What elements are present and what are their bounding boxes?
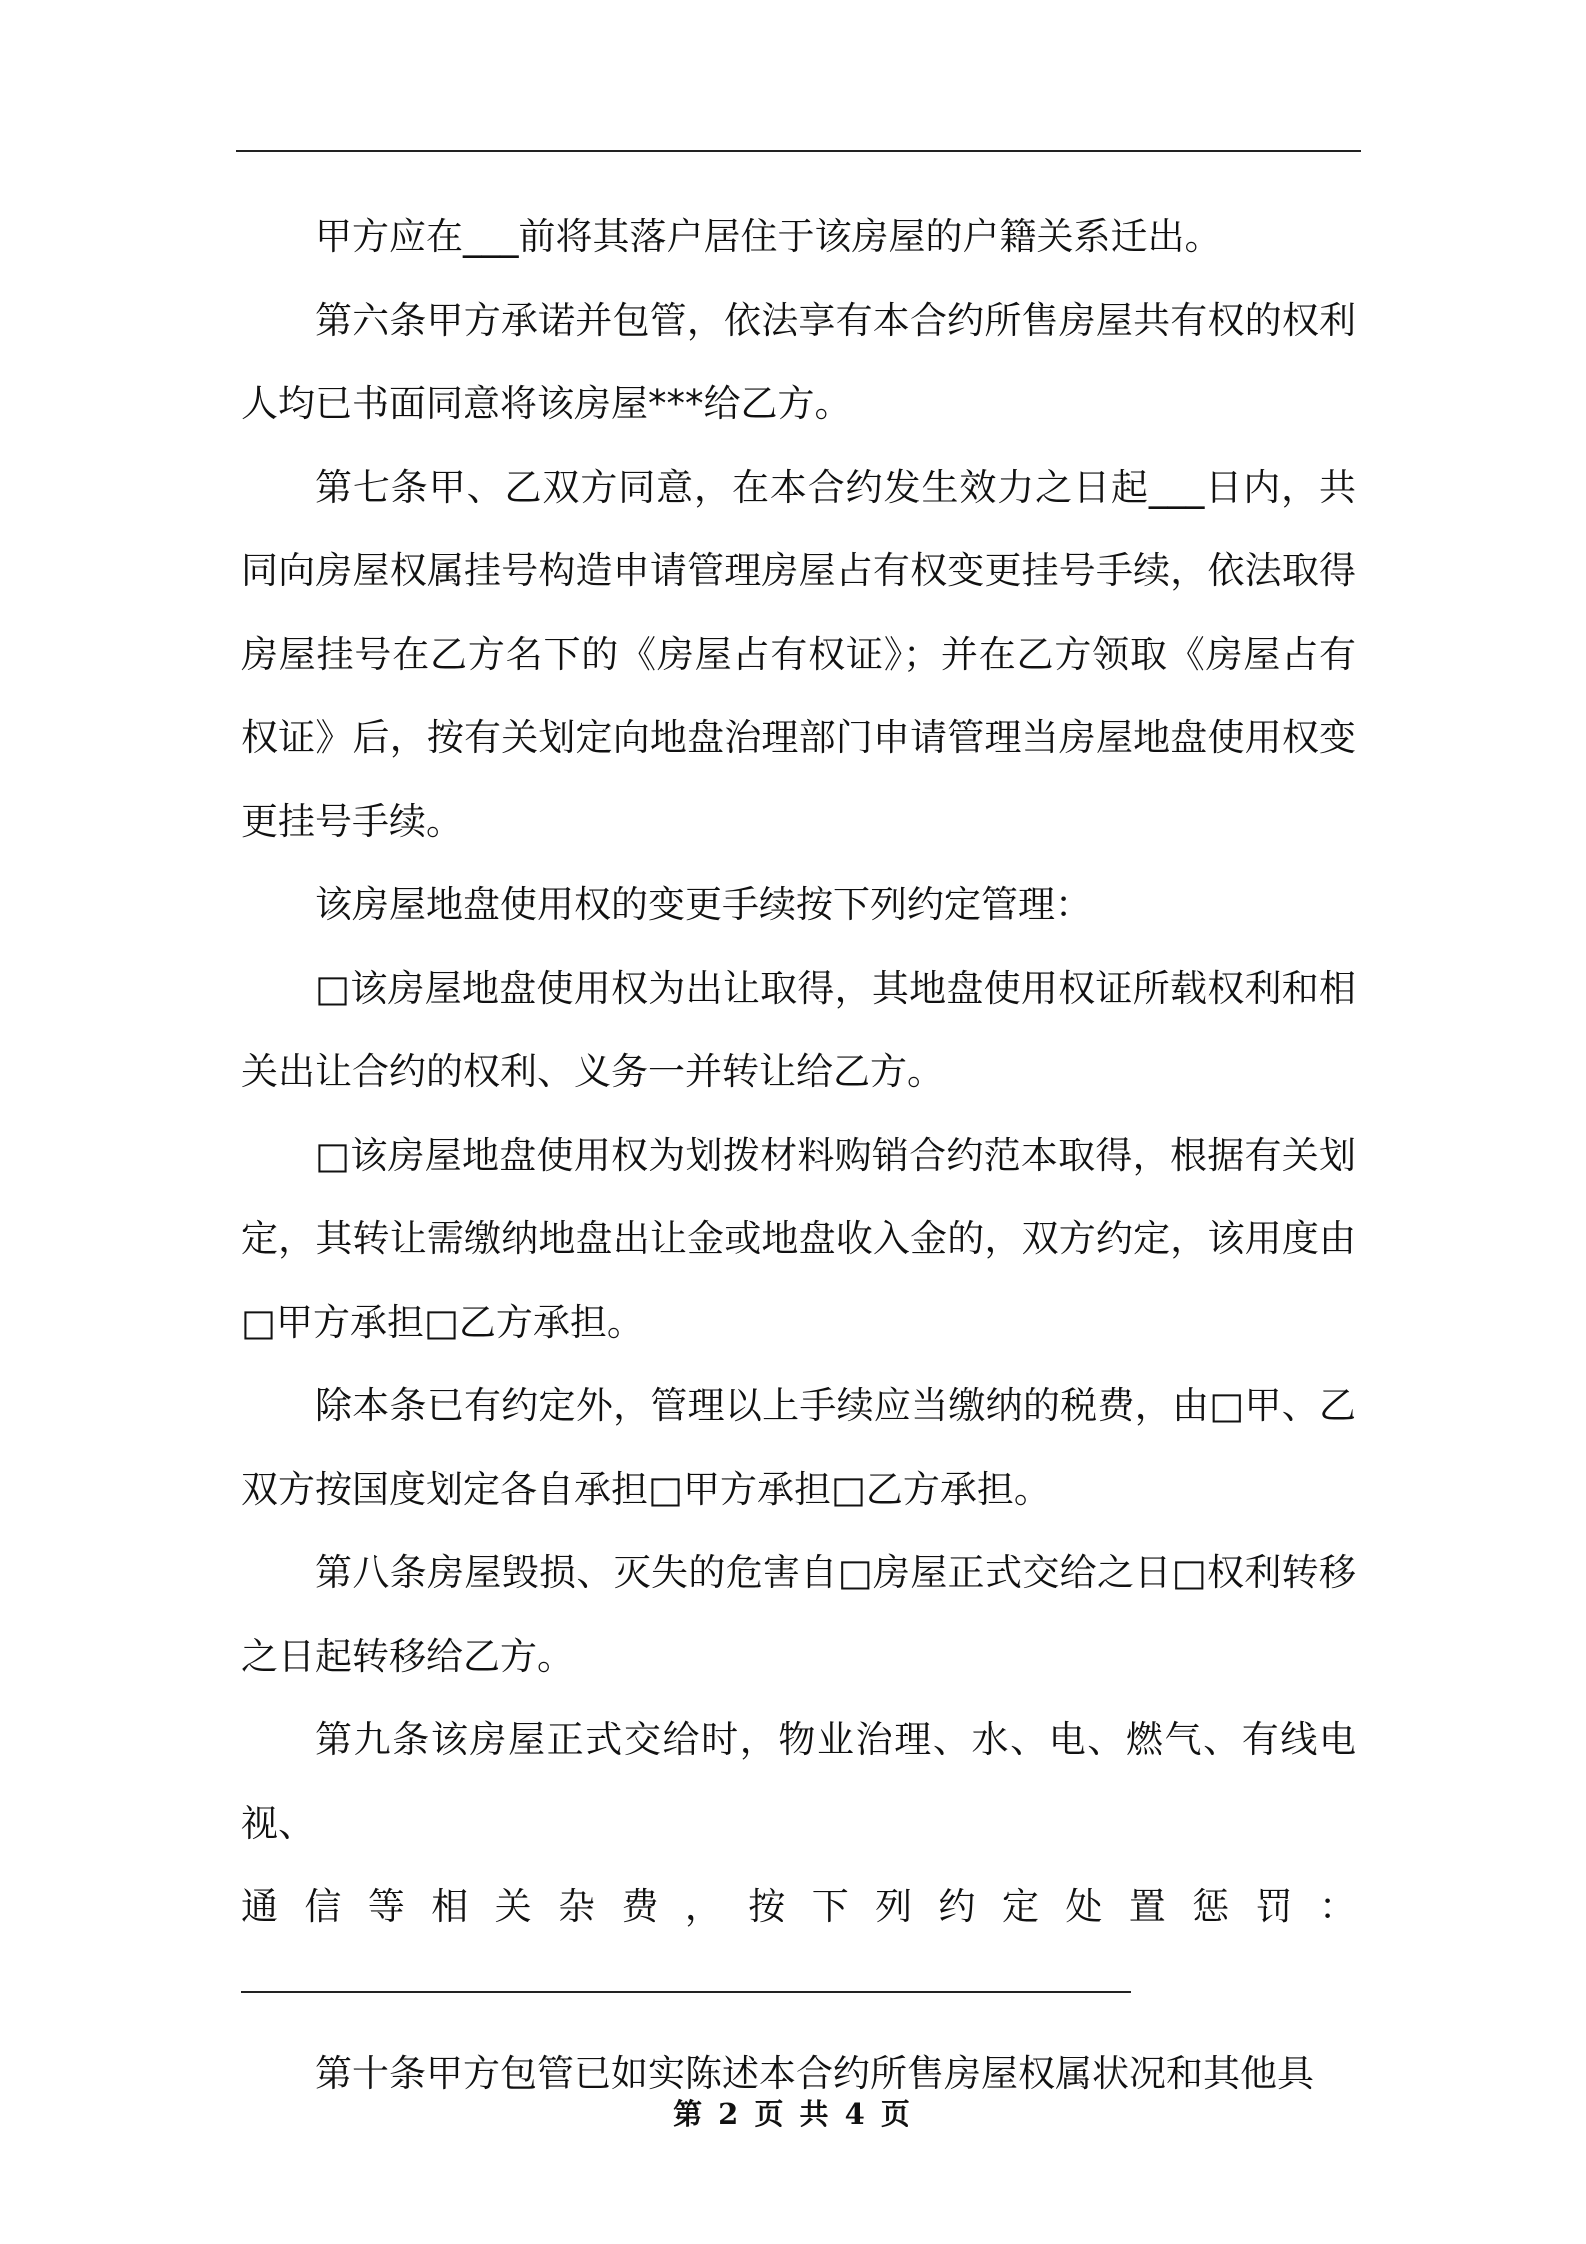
paragraph-spaced: 通信等相关杂费，按下列约定处置惩罚： (241, 1885, 1356, 1928)
blank-fill-line (241, 1949, 1356, 2033)
page-number: 第 2 页 共 4 页 (673, 2097, 913, 2131)
paragraph: □该房屋地盘使用权为划拨材料购销合约范本取得，根据有关划定，其转让需缴纳地盘出让金或地盘收入金的，双方约定，该用度由□甲方承担□乙方承担。 (241, 1133, 1356, 1344)
paragraph: 第七条甲、乙双方同意，在本合约发生效力之日起___日内，共同向房屋权属挂号构造申请管理房屋占有权变更挂号手续，依法取得房屋挂号在乙方名下的《房屋占有权证》；并在乙方领取《房屋占有权证》后，按有关划定向地盘治理部门申请管理当房屋地盘使用权变更挂号手续。 (241, 465, 1356, 843)
paragraph: 该房屋地盘使用权的变更手续按下列约定管理： (315, 883, 1092, 926)
paragraph: 除本条已有约定外，管理以上手续应当缴纳的税费，由□甲、乙双方按国度划定各自承担□甲方承担□乙方承担。 (241, 1384, 1356, 1511)
paragraph: 第九条该房屋正式交给时，物业治理、水、电、燃气、有线电视、 (241, 1718, 1356, 1845)
paragraph: 第六条甲方承诺并包管，依法享有本合约所售房屋共有权的权利人均已书面同意将该房屋***给乙方。 (241, 298, 1356, 425)
paragraph: □该房屋地盘使用权为出让取得，其地盘使用权证所载权利和相关出让合约的权利、义务一并转让给乙方。 (241, 966, 1356, 1093)
paragraph: 第十条甲方包管已如实陈述本合约所售房屋权属状况和其他具 (315, 2052, 1314, 2095)
header-rule (236, 150, 1361, 152)
paragraph: 第八条房屋毁损、灭失的危害自□房屋正式交给之日□权利转移之日起转移给乙方。 (241, 1551, 1356, 1678)
document-body (241, 195, 1356, 2116)
paragraph: 甲方应在___前将其落户居住于该房屋的户籍关系迁出。 (315, 215, 1222, 258)
